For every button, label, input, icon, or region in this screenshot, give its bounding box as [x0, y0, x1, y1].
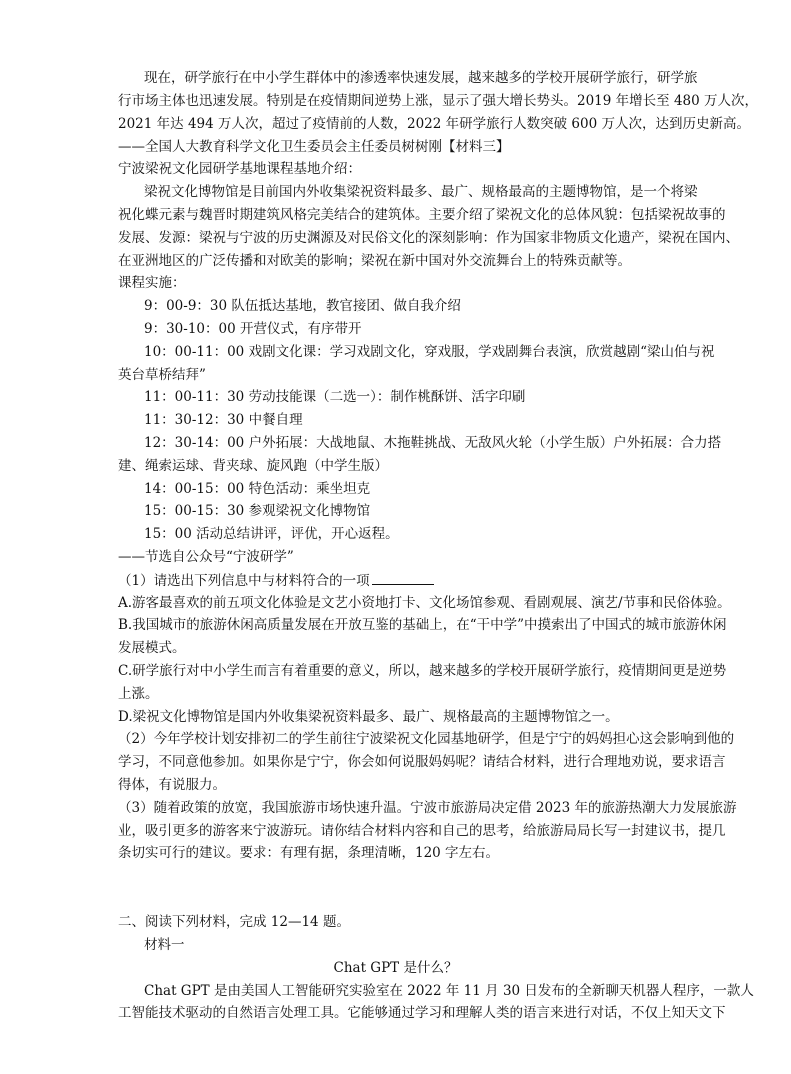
- question-2-line: （2）今年学校计划安排初二的学生前往宁波梁祝文化园基地研学，但是宁宁的妈妈担心这会影响到他的: [118, 731, 735, 747]
- schedule-item-continued: 英台草桥结拜”: [118, 367, 206, 383]
- option-c: C.研学旅行对中小学生而言有着重要的意义，所以，越来越多的学校开展研学旅行，疫情期间更是逆势: [118, 663, 727, 679]
- paragraph-line: 发展、发源：梁祝与宁波的历史渊源及对民俗文化的深刻影响：作为国家非物质文化遗产，梁祝在国内、: [118, 230, 739, 246]
- material-label: 材料一: [144, 937, 185, 953]
- question-3-line: 业，吸引更多的游客来宁波游玩。请你结合材料内容和自己的思考，给旅游局局长写一封建议书，提几: [118, 823, 726, 839]
- schedule-item: 12：30-14：00 户外拓展：大战地鼠、木拖鞋挑战、无敌风火轮（小学生版）户外拓展：合力搭: [144, 435, 722, 451]
- question-1: [118, 570, 434, 591]
- source-attribution: ——全国人大教育科学文化卫生委员会主任委员树树刚【材料三】: [118, 139, 510, 155]
- option-b: B.我国城市的旅游休闲高质量发展在开放互鉴的基础上，在“干中学”中摸索出了中国式的城市旅游休闲: [118, 617, 727, 633]
- schedule-item: 9：30-10：00 开营仪式，有序带开: [144, 321, 362, 337]
- schedule-item: 9：00-9：30 队伍抵达基地，教官接团、做自我介绍: [144, 298, 461, 314]
- option-b-continued: 发展模式。: [118, 640, 186, 656]
- schedule-item-continued: 建、绳索运球、背夹球、旋风跑（中学生版）: [118, 458, 388, 474]
- option-a: A.游客最喜欢的前五项文化体验是文艺小资地打卡、文化场馆参观、看剧观展、演艺/节事和民俗体验。: [118, 595, 731, 611]
- option-c-continued: 上涨。: [118, 686, 159, 702]
- paragraph-line: 在亚洲地区的广泛传播和对欧美的影响；梁祝在新中国对外交流舞台上的特殊贡献等。: [118, 253, 631, 269]
- paragraph-line: 梁祝文化博物馆是目前国内外收集梁祝资料最多、最广、规格最高的主题博物馆，是一个将梁: [144, 184, 698, 200]
- paragraph-line: 祝化蝶元素与魏晋时期建筑风格完美结合的建筑体。主要介绍了梁祝文化的总体风貌：包括梁祝故事的: [118, 207, 726, 223]
- question-3-line: 条切实可行的建议。要求：有理有据，条理清晰，120 字左右。: [118, 845, 500, 861]
- schedule-item: 11：00-11：30 劳动技能课（二选一）：制作桃酥饼、活字印刷: [144, 389, 526, 405]
- section-heading: 二、阅读下列材料，完成 12—14 题。: [118, 914, 350, 930]
- course-label: 课程实施：: [118, 275, 186, 291]
- option-d: D.梁祝文化博物馆是国内外收集梁祝资料最多、最广、规格最高的主题博物馆之一。: [118, 709, 619, 725]
- schedule-item: 11：30-12：30 中餐自理: [144, 412, 303, 428]
- paragraph-line: Chat GPT 是由美国人工智能研究实验室在 2022 年 11 月 30 日发布的全新聊天机器人程序，一款人: [144, 983, 754, 999]
- paragraph-line: 工智能技术驱动的自然语言处理工具。它能够通过学习和理解人类的语言来进行对话，不仅上知天文下: [118, 1005, 726, 1021]
- paragraph-line: 行市场主体也迅速发展。特别是在疫情期间逆势上涨，显示了强大增长势头。2019 年增长至 480 万人次，: [118, 93, 758, 109]
- schedule-item: 15：00 活动总结讲评，评优，开心返程。: [144, 526, 399, 542]
- schedule-item: 10：00-11：00 戏剧文化课：学习戏剧文化，穿戏服，学戏剧舞台表演，欣赏越剧“梁山伯与祝: [144, 344, 715, 360]
- intro-title: 宁波梁祝文化园研学基地课程基地介绍：: [118, 161, 361, 177]
- schedule-item: 15：00-15：30 参观梁祝文化博物馆: [144, 503, 371, 519]
- question-2-line: 得体，有说服力。: [118, 777, 226, 793]
- paragraph-line: 现在，研学旅行在中小学生群体中的渗透率快速发展，越来越多的学校开展研学旅行，研学旅: [144, 70, 698, 86]
- schedule-item: 14：00-15：00 特色活动：乘坐坦克: [144, 481, 371, 497]
- answer-blank: [372, 570, 434, 585]
- question-1-text: （1）请选出下列信息中与材料符合的一项: [118, 573, 370, 589]
- source-attribution: ——节选自公众号“宁波研学”: [118, 549, 294, 565]
- paragraph-line: 2021 年达 494 万人次，超过了疫情前的人数，2022 年研学旅行人数突破 600 万人次，达到历史新高。: [118, 116, 750, 132]
- question-3-line: （3）随着政策的放宽，我国旅游市场快速升温。宁波市旅游局决定借 2023 年的旅游热潮大力发展旅游: [118, 800, 737, 816]
- question-2-line: 学习，不同意他参加。如果你是宁宁，你会如何说服妈妈呢？请结合材料，进行合理地劝说，要求语言: [118, 754, 726, 770]
- article-title: Chat GPT 是什么？: [333, 960, 458, 976]
